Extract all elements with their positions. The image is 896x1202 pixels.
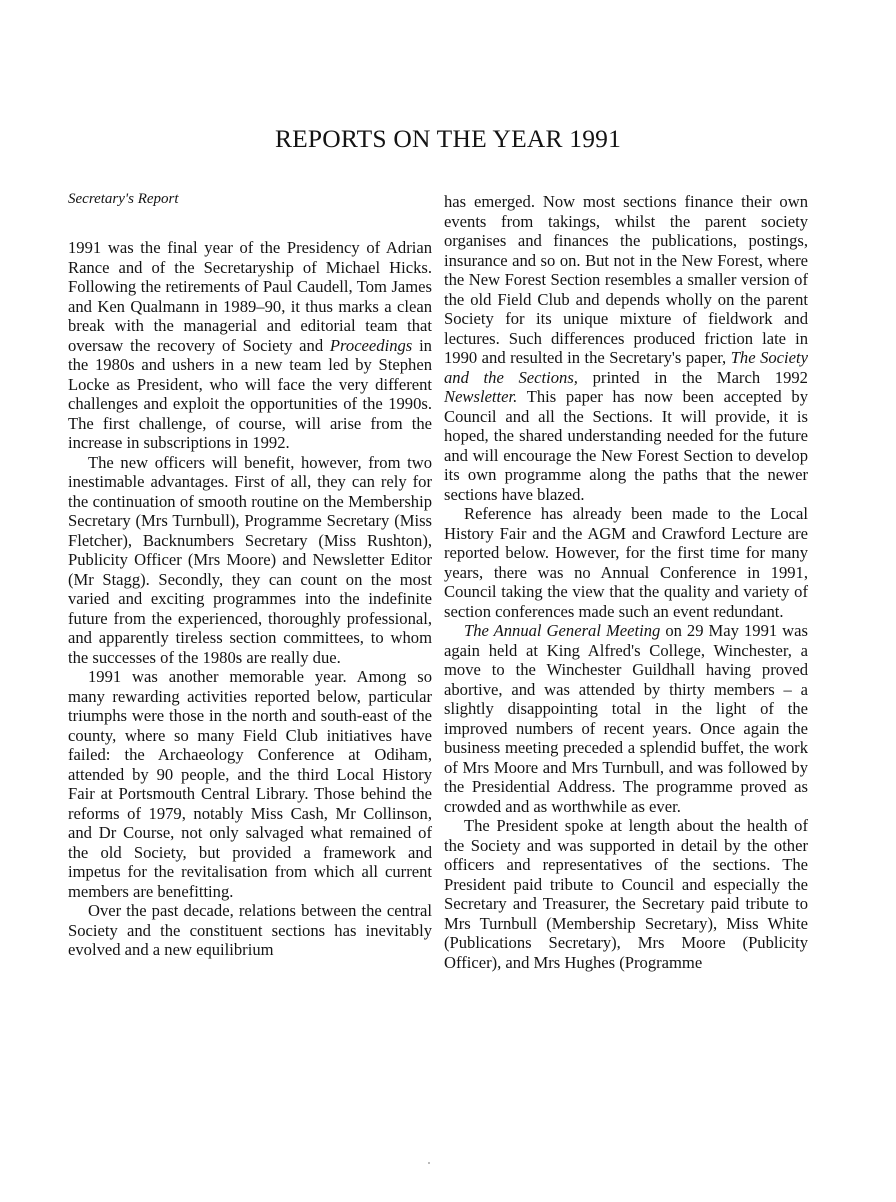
left-column — [68, 190, 432, 960]
scan-speck — [428, 1162, 430, 1164]
paragraph: Over the past decade, relations between the central Society and the constituent sections has inevitably evolved and a new equilibrium — [68, 901, 432, 959]
section-heading: Secretary's Report — [68, 191, 179, 207]
paragraph: has emerged. Now most sections finance their own events from takings, whilst the parent society organises and finances the publications, postings, insurance and so on. But not in the New Forest, where the New Forest Section resembles a smaller version of the old Field Club and depends wholly on the parent Society for its unique mixture of fieldwork and lectures. Such differences produced friction late in 1990 and resulted in the Secretary's paper, The Society and the Sections, printed in the March 1992 Newsletter. This paper has now been accepted by Council and all the Sections. It will provide, it is hoped, the shared understanding needed for the future and will encourage the New Forest Section to develop its own programme along the paths that the newer sections have blazed. — [444, 192, 808, 504]
paragraph: 1991 was the final year of the Presidency of Adrian Rance and of the Secretaryship of Michael Hicks. Following the retirements of Paul Caudell, Tom James and Ken Qualmann in 1989–90, it thus marks a clean break with the managerial and editorial team that oversaw the recovery of Society and Proceedings in the 1980s and ushers in a new team led by Stephen Locke as President, who will face the very different challenges and exploit the opportunities of the 1990s. The first challenge, of course, will arise from the increase in subscriptions in 1992. — [68, 238, 432, 452]
paragraph: The Annual General Meeting on 29 May 1991 was again held at King Alfred's College, Winchester, a move to the Winchester Guildhall having proved abortive, and was attended by thirty members – a slightly disappointing total in the light of the improved numbers of recent years. Once again the business meeting preceded a splendid buffet, the work of Mrs Moore and Mrs Turnbull, and was followed by the Presidential Address. The programme proved as crowded and as worthwhile as ever. — [444, 621, 808, 816]
paragraph: The President spoke at length about the health of the Society and was supported in detail by the other officers and representatives of the sections. The President paid tribute to Council and especially the Secretary and Treasurer, the Secretary paid tribute to Mrs Turnbull (Membership Secretary), Miss White (Publications Secretary), Mrs Moore (Publicity Officer), and Mrs Hughes (Programme — [444, 816, 808, 972]
right-column — [444, 192, 808, 972]
paragraph: The new officers will benefit, however, from two inestimable advantages. First of all, they can rely for the continuation of smooth routine on the Membership Secretary (Mrs Turnbull), Programme Secretary (Miss Fletcher), Backnumbers Secretary (Miss Rushton), Publicity Officer (Mrs Moore) and Newsletter Editor (Mr Stagg). Secondly, they can count on the most varied and exciting programmes into the indefinite future from the experienced, thoroughly professional, and apparently tireless section committees, to whom the successes of the 1980s are really due. — [68, 452, 432, 667]
paragraph: 1991 was another memorable year. Among so many rewarding activities reported below, particular triumphs were those in the north and south-east of the county, where so many Field Club initiatives have failed: the Archaeology Conference at Odiham, attended by 90 people, and the third Local History Fair at Portsmouth Central Library. Those behind the reforms of 1979, notably Miss Cash, Mr Collinson, and Dr Course, not only salvaged what remained of the old Society, but provided a framework and impetus for the revitalisation from which all current members are benefitting. — [68, 667, 432, 901]
paragraph: Reference has already been made to the Local History Fair and the AGM and Crawford Lecture are reported below. However, for the first time for many years, there was no Annual Conference in 1991, Council taking the view that the quality and variety of section conferences made such an event redundant. — [444, 504, 808, 621]
page-title: REPORTS ON THE YEAR 1991 — [274, 124, 622, 153]
